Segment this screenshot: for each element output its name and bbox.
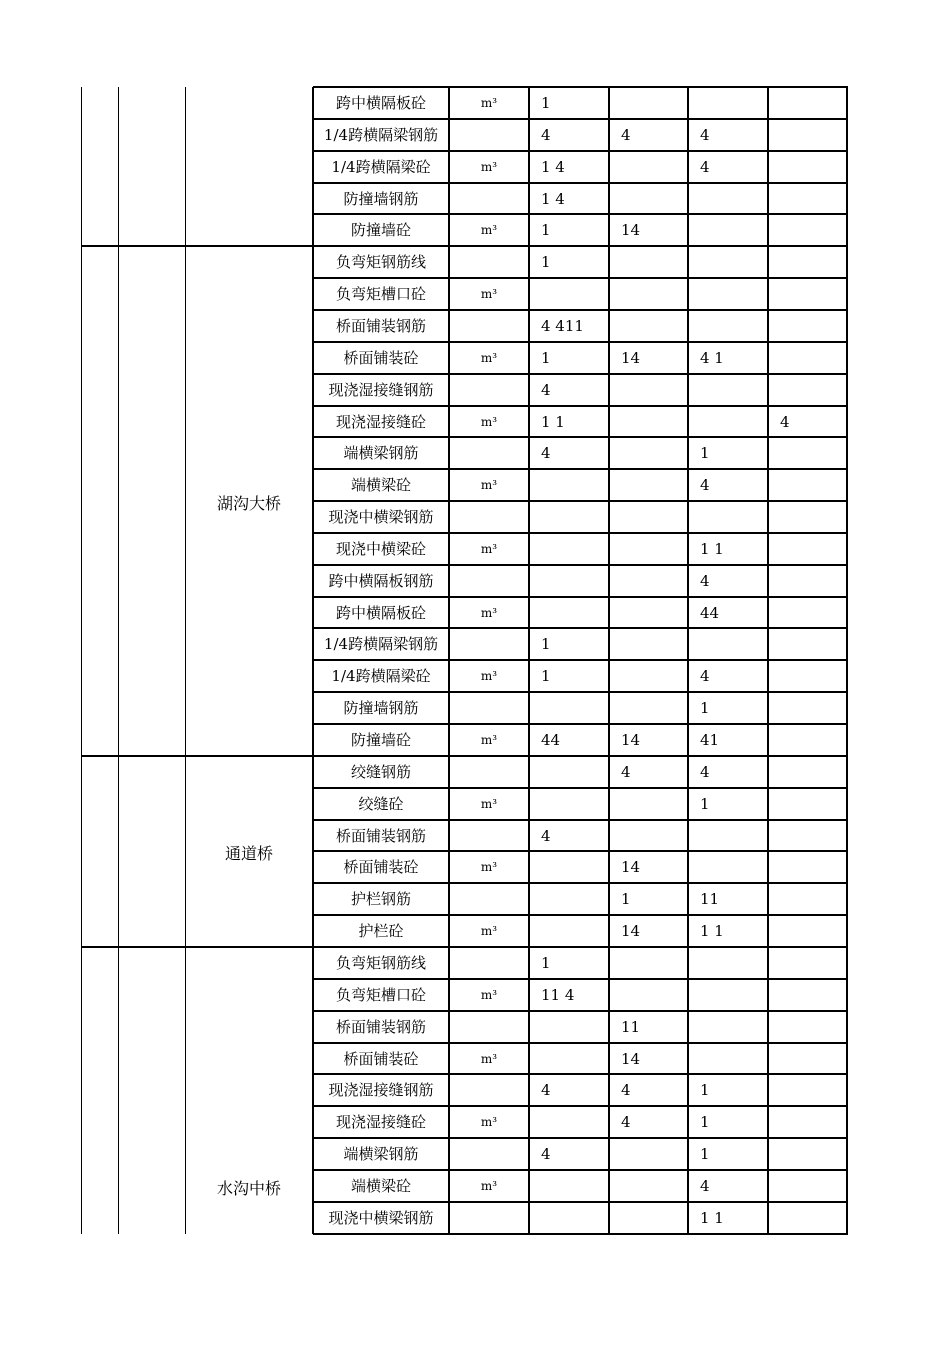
value-cell: 1 4 [541,189,565,208]
item-name: 现浇中横梁砼 [335,539,426,558]
unit-cell: m³ [480,1051,498,1066]
value-cell: 4 [700,571,710,590]
column-divider [185,87,186,1234]
value-cell: 4 [700,1176,710,1195]
value-cell: 4 [780,412,790,431]
value-cell: 1 [541,953,551,972]
unit-cell: m³ [480,924,498,939]
unit-cell: m³ [480,159,498,174]
value-cell: 1 [700,699,710,718]
item-name: 1/4跨横隔梁砼 [331,157,431,176]
item-name: 负弯矩钢筋线 [335,253,426,272]
unit-cell: m³ [480,223,498,238]
value-cell: 44 [700,603,720,622]
value-cell: 1 [621,890,631,909]
value-cell: 11 [700,890,720,909]
item-name: 负弯矩槽口砼 [335,285,426,304]
value-cell: 1 1 [541,412,565,431]
unit-cell: m³ [480,478,498,493]
value-cell: 4 [541,1145,551,1164]
unit-cell: m³ [480,733,498,747]
item-name: 现浇湿接缝钢筋 [328,1081,434,1100]
item-name: 端横梁砼 [350,476,411,495]
item-name: 护栏砼 [358,922,404,941]
value-cell: 11 4 [541,985,575,1004]
value-cell: 1 [541,667,551,686]
unit-cell: m³ [480,96,498,110]
value-cell: 14 [621,922,641,941]
unit-cell: m³ [480,796,498,811]
item-name: 1/4跨横隔梁钢筋 [323,125,439,144]
item-name: 现浇湿接缝砼 [335,1113,426,1132]
item-name: 防撞墙砼 [350,221,411,240]
value-cell: 4 411 [541,316,584,335]
item-name: 现浇湿接缝砼 [335,412,426,431]
item-name: 桥面铺装砼 [343,1049,419,1068]
unit-cell: m³ [480,605,498,620]
item-name: 桥面铺装砼 [343,858,419,877]
value-cell: 41 [700,731,720,749]
value-cell: 4 [700,125,710,144]
value-cell: 1 [541,94,551,112]
value-cell: 14 [621,731,641,749]
value-cell: 4 [621,1113,631,1132]
item-name: 跨中横隔板砼 [335,603,426,622]
group-divider [81,946,848,948]
unit-cell: m³ [480,414,498,429]
value-cell: 1 [700,444,710,463]
value-cell: 14 [621,1049,641,1068]
value-cell: 1 [541,221,551,240]
item-name: 跨中横隔板砼 [335,94,426,112]
item-name: 端横梁钢筋 [343,1145,419,1164]
item-name: 负弯矩槽口砼 [335,985,426,1004]
unit-cell: m³ [480,287,498,302]
group-divider [81,245,848,247]
value-cell: 14 [621,858,641,877]
item-name: 桥面铺装钢筋 [335,316,426,335]
value-cell: 4 [541,1081,551,1100]
value-cell: 4 [621,125,631,144]
value-cell: 4 [700,476,710,495]
column-divider [118,87,119,1234]
unit-cell: m³ [480,669,498,684]
value-cell: 1 [541,635,551,654]
bridge-name: 水沟中桥 [216,1178,281,1198]
value-cell: 4 [700,157,710,176]
item-name: 1/4跨横隔梁钢筋 [323,635,439,654]
value-cell: 1 [700,1145,710,1164]
value-cell: 1 [700,1081,710,1100]
value-cell: 4 [541,444,551,463]
bridge-name: 湖沟大桥 [216,494,281,514]
unit-cell: m³ [480,350,498,365]
unit-cell: m³ [480,1115,498,1130]
item-name: 防撞墙钢筋 [343,699,419,718]
item-name: 端横梁钢筋 [343,444,419,463]
item-name: 现浇中横梁钢筋 [328,1208,434,1227]
value-cell: 4 [541,125,551,144]
value-cell: 4 [621,1081,631,1100]
value-cell: 1 1 [700,922,724,941]
value-cell: 1 4 [541,157,565,176]
item-name: 桥面铺装钢筋 [335,826,426,845]
value-cell: 11 [621,1017,641,1036]
value-cell: 1 [700,794,710,813]
value-cell: 14 [621,221,641,240]
item-name: 负弯矩钢筋线 [335,953,426,972]
unit-cell: m³ [480,987,498,1002]
value-cell: 44 [541,731,561,749]
value-cell: 4 [541,826,551,845]
value-cell: 4 [700,762,710,781]
item-name: 端横梁砼 [350,1176,411,1195]
item-name: 绞缝钢筋 [350,762,411,781]
value-cell: 4 1 [700,348,724,367]
bridge-name: 通道桥 [224,844,273,864]
item-name: 绞缝砼 [358,794,404,813]
value-cell: 1 1 [700,539,724,558]
value-cell: 4 [541,380,551,399]
item-name: 桥面铺装钢筋 [335,1017,426,1036]
unit-cell: m³ [480,860,498,875]
unit-cell: m³ [480,1178,498,1193]
value-cell: 1 [541,253,551,272]
item-name: 1/4跨横隔梁砼 [331,667,431,686]
item-name: 防撞墙钢筋 [343,189,419,208]
item-name: 桥面铺装砼 [343,348,419,367]
item-name: 现浇湿接缝钢筋 [328,380,434,399]
value-cell: 1 [700,1113,710,1132]
item-name: 防撞墙砼 [350,731,411,749]
value-cell: 4 [621,762,631,781]
unit-cell: m³ [480,541,498,556]
item-name: 护栏钢筋 [350,890,411,909]
value-cell: 14 [621,348,641,367]
value-cell: 4 [700,667,710,686]
item-name: 现浇中横梁钢筋 [328,508,434,527]
column-divider [81,87,82,1234]
value-cell: 1 [541,348,551,367]
value-cell: 1 1 [700,1208,724,1227]
item-name: 跨中横隔板钢筋 [328,571,434,590]
